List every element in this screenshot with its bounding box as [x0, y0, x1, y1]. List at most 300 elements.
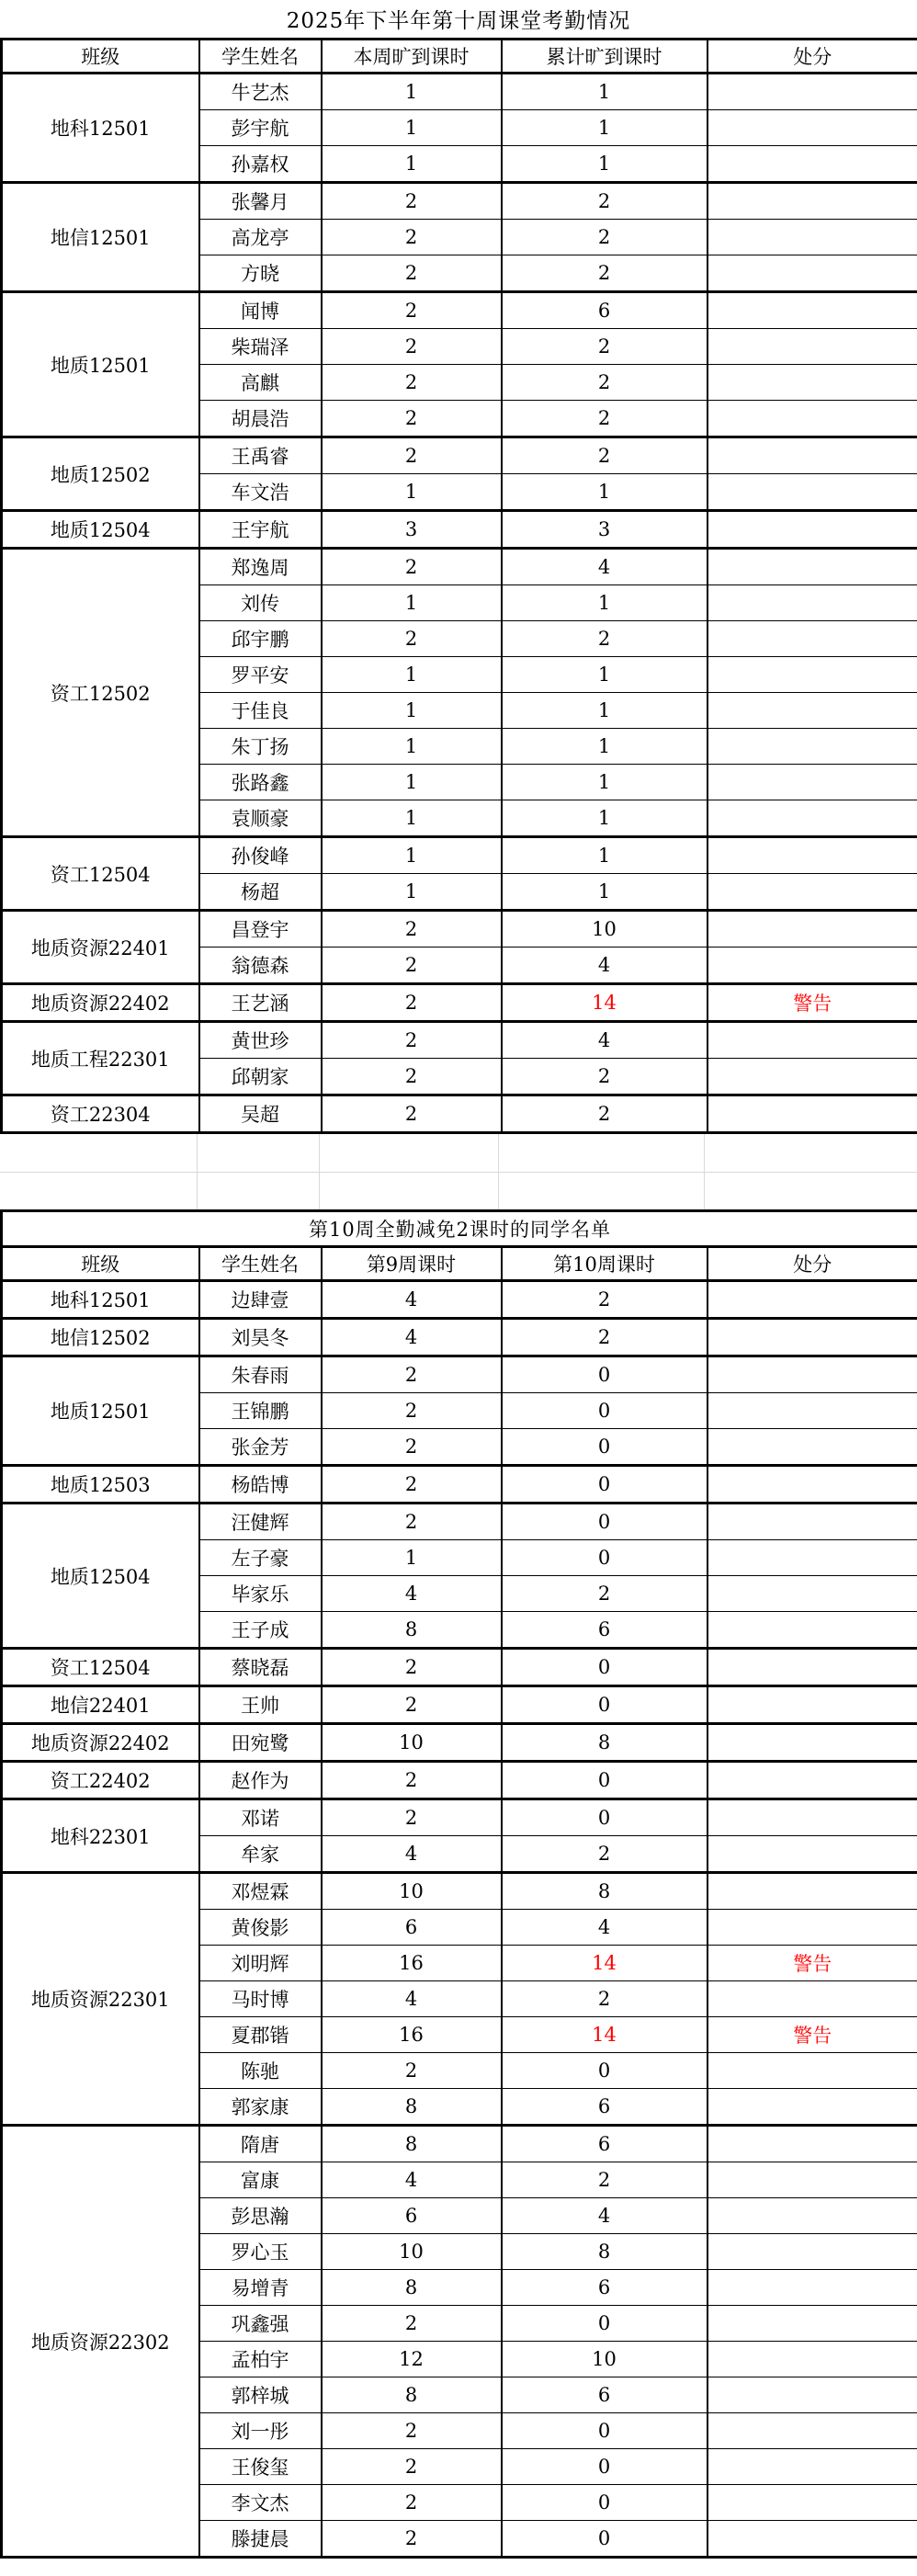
student-name-cell: 彭宇航: [199, 110, 322, 146]
punishment-cell: [708, 110, 917, 146]
hours-col2-cell: 0: [502, 2449, 708, 2485]
student-name-cell: 田宛鹭: [199, 1724, 322, 1762]
hours-col1-cell: 8: [322, 2089, 502, 2126]
hours-col1-cell: 2: [322, 2521, 502, 2558]
hours-col2-cell: 0: [502, 2306, 708, 2342]
student-name-cell: 朱春雨: [199, 1356, 322, 1393]
hours-col1-cell: 2: [322, 984, 502, 1022]
hours-col2-cell: 6: [502, 1612, 708, 1649]
hours-col1-cell: 4: [322, 1576, 502, 1612]
student-name-cell: 邱宇鹏: [199, 621, 322, 657]
punishment-cell: [708, 1799, 917, 1836]
hours-col2-cell: 8: [502, 1724, 708, 1762]
hours-col1-cell: 2: [322, 365, 502, 401]
student-name-cell: 夏郡锴: [199, 2017, 322, 2053]
student-name-cell: 杨超: [199, 874, 322, 911]
hours-col2-cell: 8: [502, 2234, 708, 2270]
student-name-cell: 王艺涵: [199, 984, 322, 1022]
punishment-cell: [708, 1504, 917, 1540]
table2-title: 第10周全勤减免2课时的同学名单: [2, 1211, 917, 1247]
punishment-cell: [708, 329, 917, 365]
class-name-cell: 地质12501: [2, 1356, 199, 1466]
hours-col1-cell: 2: [322, 437, 502, 474]
student-name-cell: 边肆壹: [199, 1281, 322, 1319]
student-row: [2, 1504, 917, 1540]
punishment-cell: [708, 2306, 917, 2342]
student-name-cell: 闻博: [199, 292, 322, 329]
hours-col1-cell: 2: [322, 183, 502, 220]
hours-col1-cell: 10: [322, 2234, 502, 2270]
student-name-cell: 罗平安: [199, 657, 322, 693]
hours-col1-cell: 1: [322, 729, 502, 765]
punishment-cell: [708, 2162, 917, 2198]
hours-col2-cell: 0: [502, 2053, 708, 2089]
punishment-cell: [708, 2198, 917, 2234]
hours-col2-cell: 0: [502, 2413, 708, 2449]
student-name-cell: 罗心玉: [199, 2234, 322, 2270]
punishment-cell: [708, 2521, 917, 2558]
hours-col2-cell: 0: [502, 1504, 708, 1540]
hours-col1-cell: 4: [322, 2162, 502, 2198]
column-header-2: 本周旷到课时: [322, 40, 502, 74]
hours-col1-cell: 10: [322, 1724, 502, 1762]
hours-col2-cell: 4: [502, 2198, 708, 2234]
punishment-cell: [708, 220, 917, 255]
hours-col1-cell: 2: [322, 1393, 502, 1429]
hours-col2-cell: 2: [502, 329, 708, 365]
punishment-cell: [708, 1281, 917, 1319]
student-name-cell: 刘明辉: [199, 1946, 322, 1981]
student-name-cell: 王锦鹏: [199, 1393, 322, 1429]
student-name-cell: 巩鑫强: [199, 2306, 322, 2342]
hours-col2-cell: 0: [502, 1799, 708, 1836]
hours-col2-cell: 0: [502, 1540, 708, 1576]
student-name-cell: 车文浩: [199, 474, 322, 511]
hours-col1-cell: 2: [322, 255, 502, 292]
punishment-cell: [708, 255, 917, 292]
punishment-cell: [708, 2126, 917, 2162]
hours-col1-cell: 2: [322, 329, 502, 365]
hours-col2-cell: 1: [502, 837, 708, 874]
punishment-cell: [708, 765, 917, 800]
punishment-cell: [708, 657, 917, 693]
hours-col1-cell: 4: [322, 1981, 502, 2017]
student-name-cell: 吴超: [199, 1095, 322, 1133]
student-name-cell: 邱朝家: [199, 1059, 322, 1095]
student-row: [2, 1095, 917, 1133]
punishment-cell: [708, 511, 917, 549]
punishment-cell: [708, 1059, 917, 1095]
hours-col1-cell: 3: [322, 511, 502, 549]
punishment-cell: [708, 1649, 917, 1686]
hours-col1-cell: 2: [322, 549, 502, 585]
hours-col1-cell: 12: [322, 2342, 502, 2377]
hours-col1-cell: 2: [322, 911, 502, 948]
student-name-cell: 彭思瀚: [199, 2198, 322, 2234]
student-row: [2, 1649, 917, 1686]
table2-header-row: [2, 1247, 917, 1281]
punishment-cell: [708, 1873, 917, 1910]
class-name-cell: 地科22301: [2, 1799, 199, 1873]
hours-col1-cell: 16: [322, 1946, 502, 1981]
punishment-cell: [708, 2053, 917, 2089]
spacer-rows: [0, 1134, 917, 1209]
punishment-cell: [708, 1612, 917, 1649]
student-name-cell: 郭家康: [199, 2089, 322, 2126]
hours-col2-cell: 2: [502, 437, 708, 474]
student-name-cell: 王帅: [199, 1686, 322, 1724]
class-name-cell: 地质工程22301: [2, 1022, 199, 1095]
hours-col1-cell: 2: [322, 1686, 502, 1724]
column-header-1: 学生姓名: [199, 40, 322, 74]
student-row: [2, 437, 917, 474]
hours-col2-cell: 0: [502, 1686, 708, 1724]
student-name-cell: 王禹睿: [199, 437, 322, 474]
student-name-cell: 袁顺豪: [199, 800, 322, 837]
hours-col2-cell: 1: [502, 693, 708, 729]
class-name-cell: 资工12504: [2, 1649, 199, 1686]
class-name-cell: 地质资源22402: [2, 984, 199, 1022]
class-name-cell: 地质12502: [2, 437, 199, 511]
class-name-cell: 资工12502: [2, 549, 199, 837]
student-name-cell: 朱丁扬: [199, 729, 322, 765]
hours-col2-cell: 1: [502, 874, 708, 911]
punishment-cell: [708, 1724, 917, 1762]
student-name-cell: 黄俊影: [199, 1910, 322, 1946]
hours-col2-cell: 2: [502, 1281, 708, 1319]
hours-col1-cell: 2: [322, 1095, 502, 1133]
student-row: [2, 1466, 917, 1504]
punishment-cell: [708, 1910, 917, 1946]
punishment-cell: [708, 1686, 917, 1724]
hours-col1-cell: 2: [322, 2449, 502, 2485]
student-row: [2, 1762, 917, 1799]
hours-col1-cell: 2: [322, 1799, 502, 1836]
hours-col1-cell: 1: [322, 474, 502, 511]
class-name-cell: 地质12503: [2, 1466, 199, 1504]
student-name-cell: 张金芳: [199, 1429, 322, 1466]
punishment-cell: [708, 2270, 917, 2306]
punishment-cell: [708, 948, 917, 984]
hours-col1-cell: 2: [322, 1649, 502, 1686]
hours-col2-cell: 1: [502, 729, 708, 765]
hours-col1-cell: 2: [322, 1022, 502, 1059]
punishment-cell: [708, 2449, 917, 2485]
punishment-cell: [708, 2485, 917, 2521]
class-name-cell: 资工22402: [2, 1762, 199, 1799]
hours-col2-cell: 6: [502, 2270, 708, 2306]
hours-col1-cell: 1: [322, 800, 502, 837]
hours-col2-cell: 2: [502, 1836, 708, 1873]
punishment-cell: [708, 1836, 917, 1873]
student-name-cell: 邓煜霖: [199, 1873, 322, 1910]
student-row: [2, 1356, 917, 1393]
punishment-cell: [708, 729, 917, 765]
hours-col1-cell: 4: [322, 1281, 502, 1319]
class-name-cell: 地质资源22302: [2, 2126, 199, 2558]
hours-col2-cell: 0: [502, 2485, 708, 2521]
hours-col1-cell: 2: [322, 220, 502, 255]
student-name-cell: 富康: [199, 2162, 322, 2198]
punishment-cell: [708, 74, 917, 110]
hours-col2-cell: 2: [502, 401, 708, 437]
student-name-cell: 马时博: [199, 1981, 322, 2017]
punishment-cell: [708, 1540, 917, 1576]
student-name-cell: 刘传: [199, 585, 322, 621]
hours-col2-cell: 1: [502, 800, 708, 837]
hours-col2-cell: 0: [502, 1762, 708, 1799]
punishment-cell: [708, 549, 917, 585]
student-row: [2, 1319, 917, 1356]
hours-col1-cell: 2: [322, 401, 502, 437]
hours-col1-cell: 2: [322, 2306, 502, 2342]
hours-col1-cell: 2: [322, 1356, 502, 1393]
student-name-cell: 左子豪: [199, 1540, 322, 1576]
hours-col2-cell: 0: [502, 1649, 708, 1686]
punishment-cell: [708, 2234, 917, 2270]
student-row: [2, 1724, 917, 1762]
student-name-cell: 汪健辉: [199, 1504, 322, 1540]
hours-col2-cell: 0: [502, 2521, 708, 2558]
hours-col2-cell: 14: [502, 2017, 708, 2053]
class-name-cell: 地信22401: [2, 1686, 199, 1724]
punishment-cell: 警告: [708, 1946, 917, 1981]
punishment-cell: [708, 1095, 917, 1133]
punishment-cell: [708, 1022, 917, 1059]
student-name-cell: 牟家: [199, 1836, 322, 1873]
punishment-cell: [708, 146, 917, 183]
hours-col2-cell: 2: [502, 220, 708, 255]
student-row: [2, 984, 917, 1022]
student-name-cell: 昌登宇: [199, 911, 322, 948]
column-header-4: 处分: [708, 40, 917, 74]
student-name-cell: 王俊玺: [199, 2449, 322, 2485]
hours-col2-cell: 2: [502, 1981, 708, 2017]
hours-col2-cell: 6: [502, 2126, 708, 2162]
punishment-cell: [708, 474, 917, 511]
hours-col2-cell: 2: [502, 183, 708, 220]
student-name-cell: 高龙亭: [199, 220, 322, 255]
class-name-cell: 地质12504: [2, 511, 199, 549]
student-name-cell: 王宇航: [199, 511, 322, 549]
punishment-cell: [708, 437, 917, 474]
hours-col1-cell: 1: [322, 585, 502, 621]
punishment-cell: [708, 621, 917, 657]
punishment-cell: [708, 874, 917, 911]
hours-col2-cell: 0: [502, 1356, 708, 1393]
student-name-cell: 王子成: [199, 1612, 322, 1649]
hours-col1-cell: 8: [322, 2270, 502, 2306]
hours-col1-cell: 2: [322, 1504, 502, 1540]
hours-col1-cell: 2: [322, 1059, 502, 1095]
student-name-cell: 李文杰: [199, 2485, 322, 2521]
punishment-cell: [708, 1466, 917, 1504]
punishment-cell: [708, 1429, 917, 1466]
hours-col2-cell: 1: [502, 474, 708, 511]
hours-col2-cell: 6: [502, 2377, 708, 2413]
student-name-cell: 郭梓城: [199, 2377, 322, 2413]
student-row: [2, 837, 917, 874]
student-name-cell: 孙俊峰: [199, 837, 322, 874]
hours-col2-cell: 4: [502, 1910, 708, 1946]
student-row: [2, 911, 917, 948]
hours-col1-cell: 16: [322, 2017, 502, 2053]
student-row: [2, 1799, 917, 1836]
hours-col2-cell: 2: [502, 365, 708, 401]
hours-col1-cell: 2: [322, 1466, 502, 1504]
hours-col1-cell: 1: [322, 837, 502, 874]
student-name-cell: 高麒: [199, 365, 322, 401]
hours-col1-cell: 2: [322, 292, 502, 329]
column-header-1: 学生姓名: [199, 1247, 322, 1281]
student-name-cell: 孟柏宇: [199, 2342, 322, 2377]
student-name-cell: 柴瑞泽: [199, 329, 322, 365]
hours-col2-cell: 10: [502, 911, 708, 948]
punishment-cell: [708, 585, 917, 621]
student-name-cell: 胡晨浩: [199, 401, 322, 437]
hours-col2-cell: 1: [502, 657, 708, 693]
hours-col2-cell: 1: [502, 585, 708, 621]
hours-col2-cell: 2: [502, 1059, 708, 1095]
class-name-cell: 地信12502: [2, 1319, 199, 1356]
hours-col2-cell: 1: [502, 74, 708, 110]
hours-col2-cell: 2: [502, 2162, 708, 2198]
table1-attendance: [0, 38, 917, 1134]
punishment-cell: [708, 800, 917, 837]
student-name-cell: 陈驰: [199, 2053, 322, 2089]
punishment-cell: [708, 292, 917, 329]
hours-col1-cell: 1: [322, 1540, 502, 1576]
hours-col1-cell: 2: [322, 1429, 502, 1466]
table2-title-row: [2, 1211, 917, 1247]
hours-col2-cell: 4: [502, 948, 708, 984]
class-name-cell: 地质12501: [2, 292, 199, 437]
hours-col1-cell: 1: [322, 146, 502, 183]
student-row: [2, 292, 917, 329]
hours-col1-cell: 6: [322, 1910, 502, 1946]
student-row: [2, 549, 917, 585]
student-row: [2, 1873, 917, 1910]
column-header-2: 第9周课时: [322, 1247, 502, 1281]
punishment-cell: [708, 2089, 917, 2126]
hours-col2-cell: 0: [502, 1466, 708, 1504]
column-header-0: 班级: [2, 1247, 199, 1281]
hours-col1-cell: 4: [322, 1319, 502, 1356]
student-name-cell: 毕家乐: [199, 1576, 322, 1612]
hours-col1-cell: 2: [322, 2485, 502, 2521]
punishment-cell: [708, 1319, 917, 1356]
hours-col2-cell: 14: [502, 984, 708, 1022]
class-name-cell: 资工12504: [2, 837, 199, 911]
student-row: [2, 2126, 917, 2162]
student-name-cell: 杨皓博: [199, 1466, 322, 1504]
class-name-cell: 地质资源22402: [2, 1724, 199, 1762]
student-name-cell: 滕捷晨: [199, 2521, 322, 2558]
column-header-3: 累计旷到课时: [502, 40, 708, 74]
class-name-cell: 地质资源22301: [2, 1873, 199, 2126]
hours-col2-cell: 2: [502, 1319, 708, 1356]
hours-col1-cell: 1: [322, 74, 502, 110]
hours-col2-cell: 4: [502, 1022, 708, 1059]
hours-col2-cell: 2: [502, 621, 708, 657]
punishment-cell: [708, 401, 917, 437]
hours-col1-cell: 2: [322, 948, 502, 984]
student-name-cell: 方晓: [199, 255, 322, 292]
hours-col2-cell: 1: [502, 110, 708, 146]
hours-col1-cell: 1: [322, 693, 502, 729]
table2-full-attendance-list: [0, 1209, 917, 2559]
hours-col2-cell: 2: [502, 1576, 708, 1612]
hours-col1-cell: 2: [322, 621, 502, 657]
punishment-cell: [708, 1576, 917, 1612]
punishment-cell: [708, 1762, 917, 1799]
student-name-cell: 牛艺杰: [199, 74, 322, 110]
class-name-cell: 资工22304: [2, 1095, 199, 1133]
table1-header-row: [2, 40, 917, 74]
student-name-cell: 黄世珍: [199, 1022, 322, 1059]
class-name-cell: 地质12504: [2, 1504, 199, 1649]
hours-col2-cell: 1: [502, 765, 708, 800]
hours-col2-cell: 8: [502, 1873, 708, 1910]
punishment-cell: [708, 365, 917, 401]
punishment-cell: [708, 2413, 917, 2449]
student-name-cell: 蔡晓磊: [199, 1649, 322, 1686]
punishment-cell: [708, 1393, 917, 1429]
punishment-cell: [708, 183, 917, 220]
hours-col2-cell: 4: [502, 549, 708, 585]
student-row: [2, 511, 917, 549]
hours-col2-cell: 10: [502, 2342, 708, 2377]
hours-col1-cell: 2: [322, 2413, 502, 2449]
hours-col1-cell: 2: [322, 1762, 502, 1799]
punishment-cell: [708, 837, 917, 874]
hours-col2-cell: 1: [502, 146, 708, 183]
student-row: [2, 74, 917, 110]
column-header-0: 班级: [2, 40, 199, 74]
hours-col2-cell: 0: [502, 1393, 708, 1429]
hours-col2-cell: 14: [502, 1946, 708, 1981]
hours-col1-cell: 8: [322, 1612, 502, 1649]
hours-col1-cell: 2: [322, 2053, 502, 2089]
student-name-cell: 翁德森: [199, 948, 322, 984]
student-name-cell: 刘一彤: [199, 2413, 322, 2449]
student-name-cell: 张路鑫: [199, 765, 322, 800]
hours-col1-cell: 4: [322, 1836, 502, 1873]
hours-col2-cell: 3: [502, 511, 708, 549]
class-name-cell: 地信12501: [2, 183, 199, 292]
punishment-cell: [708, 693, 917, 729]
hours-col1-cell: 8: [322, 2377, 502, 2413]
hours-col1-cell: 1: [322, 657, 502, 693]
class-name-cell: 地科12501: [2, 74, 199, 183]
student-name-cell: 赵作为: [199, 1762, 322, 1799]
punishment-cell: [708, 2342, 917, 2377]
punishment-cell: 警告: [708, 984, 917, 1022]
student-name-cell: 孙嘉权: [199, 146, 322, 183]
hours-col1-cell: 1: [322, 110, 502, 146]
punishment-cell: [708, 911, 917, 948]
student-row: [2, 1281, 917, 1319]
hours-col2-cell: 0: [502, 1429, 708, 1466]
class-name-cell: 地科12501: [2, 1281, 199, 1319]
punishment-cell: [708, 2377, 917, 2413]
column-header-3: 第10周课时: [502, 1247, 708, 1281]
student-name-cell: 刘昊冬: [199, 1319, 322, 1356]
student-name-cell: 郑逸周: [199, 549, 322, 585]
hours-col1-cell: 6: [322, 2198, 502, 2234]
table1-title: 2025年下半年第十周课堂考勤情况: [286, 9, 631, 33]
hours-col1-cell: 10: [322, 1873, 502, 1910]
